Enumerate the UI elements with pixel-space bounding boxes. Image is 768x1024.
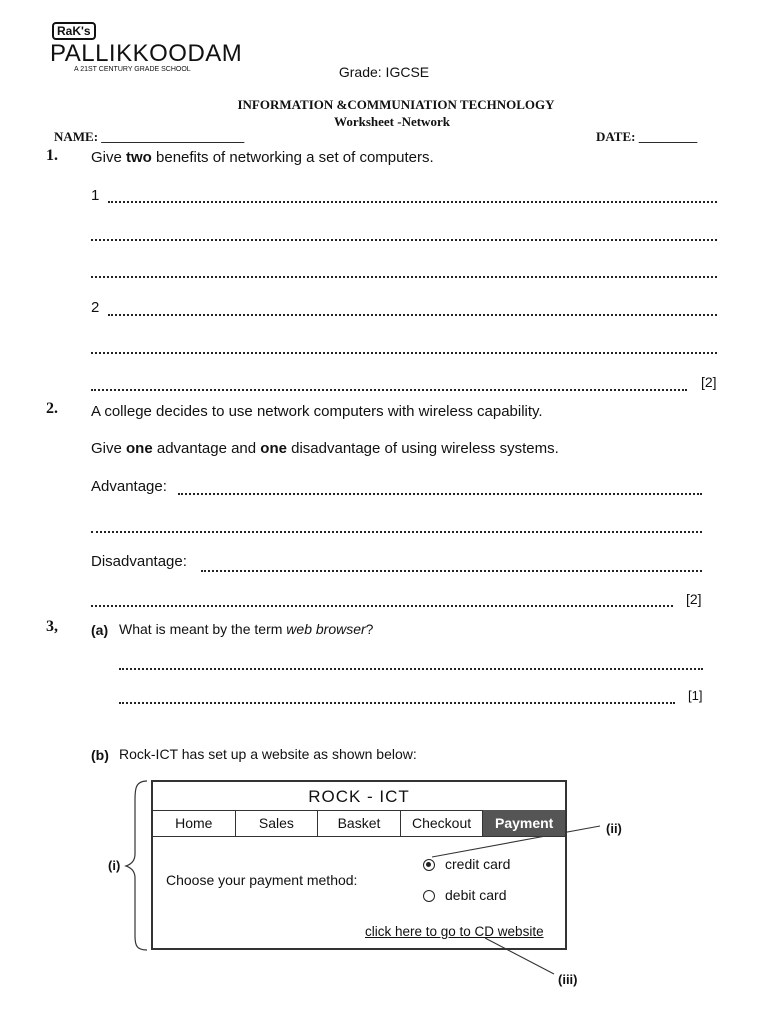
- credit-card-label: credit card: [445, 856, 511, 872]
- website-nav: [153, 810, 565, 837]
- debit-card-radio: [423, 890, 435, 902]
- label-i: (i): [108, 858, 121, 873]
- disadvantage-label: Disadvantage:: [91, 553, 187, 570]
- q1-number: 1.: [46, 147, 58, 164]
- q1-marks: [2]: [701, 374, 717, 390]
- website-mockup: [151, 780, 567, 950]
- label-iii: (iii): [558, 972, 578, 987]
- payment-method-prompt: Choose your payment method:: [166, 872, 358, 888]
- cd-website-link: click here to go to CD website: [365, 924, 544, 939]
- bracket-i: [126, 781, 147, 950]
- worksheet-title: Worksheet -Network: [334, 114, 450, 129]
- nav-basket: Basket: [318, 810, 401, 836]
- q3b-text: Rock-ICT has set up a website as shown below:: [119, 746, 417, 762]
- nav-home: Home: [153, 810, 236, 836]
- credit-card-radio: [423, 859, 435, 871]
- nav-sales: Sales: [236, 810, 319, 836]
- nav-payment: Payment: [483, 810, 565, 836]
- q3a-label: (a): [91, 622, 109, 638]
- logo-wordmark: PALLIKKOODAM: [50, 40, 243, 67]
- logo-badge: RaK's: [52, 22, 96, 40]
- grade-label: Grade: IGCSE: [338, 64, 430, 80]
- q1-item-1: 1: [91, 187, 100, 204]
- q3a-text: What is meant by the term web browser?: [119, 621, 374, 637]
- nav-checkout: Checkout: [401, 810, 484, 836]
- q3a-marks: [1]: [688, 688, 703, 703]
- q3-number: 3,: [46, 618, 58, 635]
- logo-tagline: A 21ST CENTURY GRADE SCHOOL: [74, 66, 191, 73]
- subject-title: INFORMATION &COMMUNIATION TECHNOLOGY: [237, 97, 555, 112]
- q1-item-2: 2: [91, 299, 100, 316]
- date-field: DATE: _________: [596, 129, 698, 144]
- q2-marks: [2]: [686, 591, 702, 607]
- label-ii: (ii): [606, 821, 622, 836]
- q1-text: Give two benefits of networking a set of computers.: [91, 149, 434, 166]
- name-field: NAME: ______________________: [54, 129, 245, 144]
- debit-card-label: debit card: [445, 887, 507, 903]
- q2-text: A college decides to use network computers with wireless capability.: [91, 403, 543, 420]
- q2-instruction: Give one advantage and one disadvantage of using wireless systems.: [91, 440, 559, 457]
- q3b-label: (b): [91, 747, 109, 763]
- advantage-label: Advantage:: [91, 478, 167, 495]
- website-title: ROCK - ICT: [153, 782, 565, 811]
- q2-number: 2.: [46, 400, 58, 417]
